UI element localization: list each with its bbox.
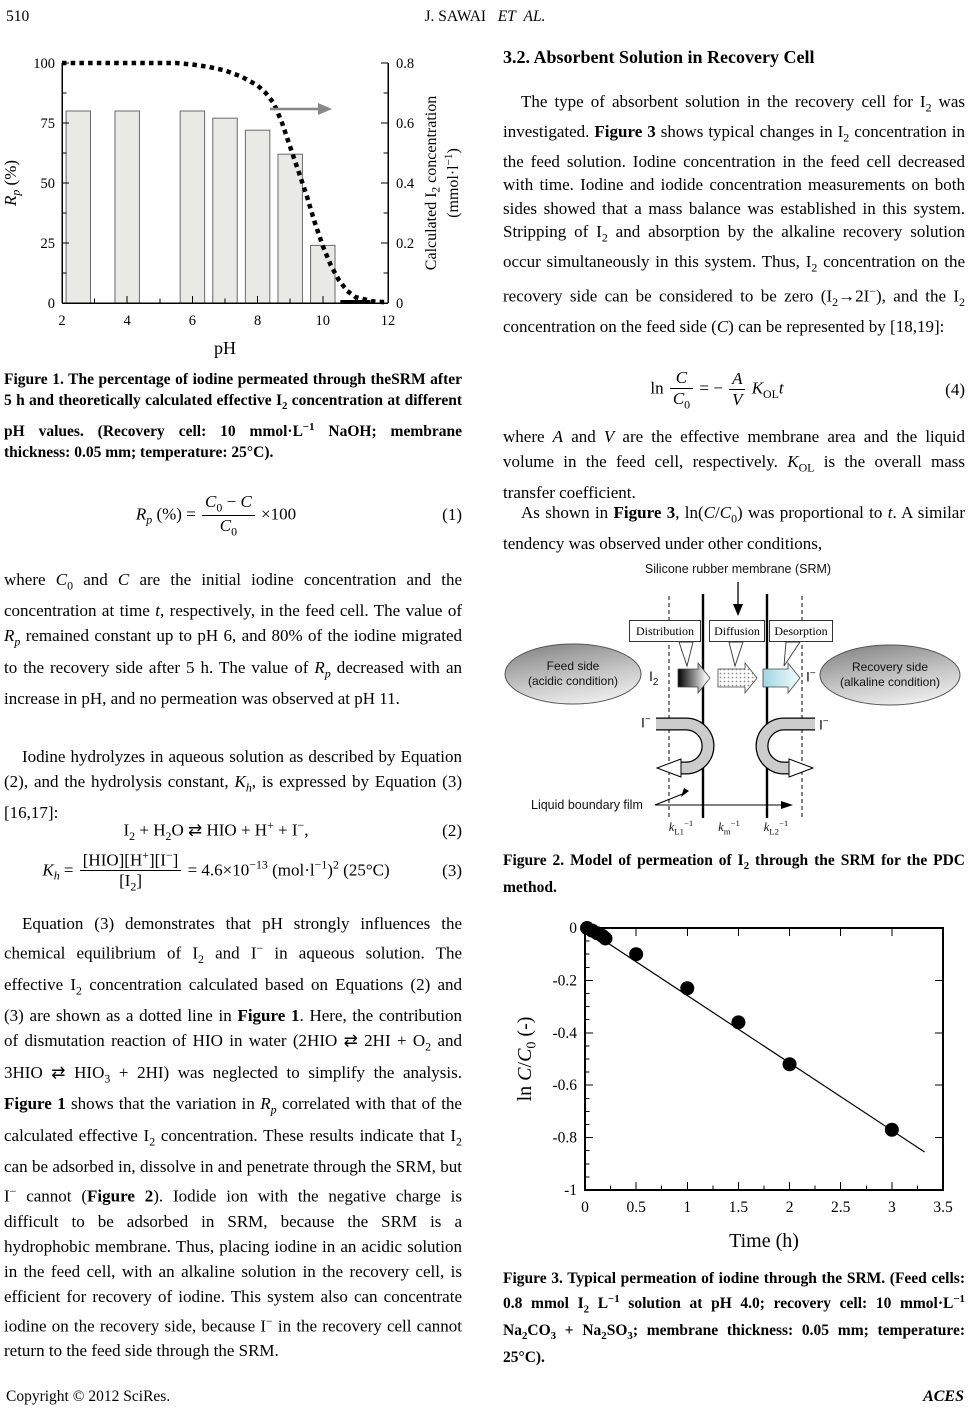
paragraph-iodine-hydrolyzes: Iodine hydrolyzes in aqueous solution as described by Equation (2), and the hydrolysis constant, $K_h$, is expressed by Equation (3) [16,17]: xyxy=(4,747,462,823)
svg-text:1: 1 xyxy=(683,1199,692,1216)
svg-text:(mmol·l−1): $(mmol\cdot l^{-1})$ xyxy=(442,148,462,218)
svg-text:2: 2 xyxy=(785,1199,794,1216)
equation-1-body: $R_p$ (%) = $\frac{C_0 - C}{C_0}$ ×100 xyxy=(135,492,297,539)
equation-3-number: (3) xyxy=(442,861,462,881)
svg-text:3: 3 xyxy=(887,1199,896,1216)
svg-text:8: 8 xyxy=(253,313,262,329)
svg-text:12: 12 xyxy=(380,313,396,329)
boundary-pointer-short-head-icon xyxy=(681,788,689,797)
svg-text:-0.2: -0.2 xyxy=(552,972,577,990)
desorption-box: Desorption xyxy=(769,620,833,642)
svg-text:-0.8: -0.8 xyxy=(552,1129,577,1147)
svg-text:2.5: 2.5 xyxy=(831,1199,851,1216)
feed-side-line1: Feed side xyxy=(546,659,600,673)
boundary-pointer-short xyxy=(655,793,685,805)
paragraph-equation3-discussion: Equation (3) demonstrates that pH strongly influences the chemical equilibrium of $I_2$ and I− in aqueous solution. The effective $I_2$ concentration calculated based on Equations (2) and (3) are shown as a dotted line in Figure 1. Here, the contribution of dismutation reaction of HIO in water (2HIO ⇄ $2HI + O_2$ and 3HIO ⇄ $HIO_3 + 2HI$) was neglected to simplify the analysis. Figure 1 shows that the variation in $R_p$ correlated with that of the calculated effective $I_2$ concentration. These results indicate that $I_2$ can be adsorbed in, dissolve in and penetrate through the SRM, but I− cannot (Figure 2). Iodide ion with the negative charge is difficult to be adsorbed in SRM, because the SRM is a hydrophobic membrane. Thus, placing iodine in an acidic solution in the feed cell, with an alkaline solution in the recovery cell, is efficient for recovery of iodine. This system also can concentrate iodine on the recovery side, because I− in the recovery cell cannot return to the feed side through the SRM. xyxy=(4,914,463,1361)
svg-text:0: 0 xyxy=(396,296,404,312)
feed-side-line2: (acidic condition) xyxy=(527,674,619,688)
svg-text:ln C/C0 (-): $\ln C/C_0$ (-) xyxy=(514,1016,540,1102)
equation-3-body: $K_h$ = [HIO][H+][I−] $[I_2]$ = $4.6\times 10^{-13}$ $(mol\cdot l^{-1})^2$ (25°C) xyxy=(42,848,390,894)
srm-pointer-arrowhead-icon xyxy=(733,604,743,616)
figure1-caption: Figure 1. The percentage of iodine permeated through theSRM after 5 h and theoretically calculated effective $I_2$ concentration at different pH values. (Recovery cell: 10 $mmol\cdot L^{-1}$ NaOH; membrane thickness: 0.05 mm; temperature: 25°C). xyxy=(4,371,462,462)
equation-4 xyxy=(503,368,965,411)
running-title: J. SAWAI ET AL. xyxy=(424,8,546,25)
equation-1 xyxy=(4,492,462,539)
desorption-block-arrow-icon xyxy=(763,663,800,693)
right-return-arrowhead-icon xyxy=(789,759,813,777)
svg-text:0.2: 0.2 xyxy=(396,236,415,252)
svg-text:10: 10 xyxy=(315,313,331,329)
figure3-caption: Figure 3. Typical permeation of iodine through the SRM. (Feed cells: 0.8 mmol $I_2$ $L^{-1}$ solution at pH 4.0; recovery cell: 10 $mmol\cdot L^{-1}$ $Na_2CO_3 + Na_2SO_3$; membrane thickness: 0.05 mm; temperature: 25°C). xyxy=(503,1270,965,1367)
equation-2-body: $I_2 + H_2O$ ⇄ HIO + H+ + I−, xyxy=(123,818,309,844)
svg-text:0: 0 xyxy=(47,296,55,312)
paragraph-absorbent-solution: The type of absorbent solution in the recovery cell for $I_2$ was investigated. Figure 3 shows typical changes in $I_2$ concentration in the feed solution. Iodine concentration in the feed cell decreased with time. Iodine and iodide concentration measurements on both sides showed that a mass balance was established in this system. Stripping of $I_2$ and absorption by the alkaline recovery solution occur simultaneously in this system. Thus, $I_2$ concentration on the recovery side can be considered to be zero $(I_2\to 2I^-)$, and the $I_2$ concentration on the feed side (C) can be represented by [18,19]: xyxy=(503,92,965,336)
rate-constant-kl1: $k_{L1}^{-1}$ xyxy=(668,818,694,837)
svg-text:-0.4: -0.4 xyxy=(552,1024,577,1042)
svg-text:3.5: 3.5 xyxy=(933,1199,953,1216)
footer-copyright: Copyright © 2012 SciRes. xyxy=(6,1388,171,1405)
footer-journal: ACES xyxy=(923,1388,964,1405)
diffusion-block-arrow-icon xyxy=(718,663,757,693)
equation-3 xyxy=(4,849,462,894)
svg-text:100: 100 xyxy=(33,56,55,72)
diffusion-box: Diffusion xyxy=(709,620,765,642)
recovery-side-line2: (alkaline condition) xyxy=(839,675,941,689)
iodide-left-lower-label: I− xyxy=(641,714,651,731)
svg-text:Calculated I2 concentration: Calculated $I_2$ concentration xyxy=(423,95,443,271)
iodide-right-mid-label: I− xyxy=(806,668,816,685)
figure3-chart xyxy=(503,903,965,1263)
svg-text:0.6: 0.6 xyxy=(396,116,415,132)
svg-text:25: 25 xyxy=(40,236,55,252)
distribution-block-arrow-icon xyxy=(678,663,710,693)
svg-text:0: 0 xyxy=(569,920,577,937)
srm-title-label: Silicone rubber membrane (SRM) xyxy=(644,562,832,576)
svg-text:4: 4 xyxy=(123,313,131,329)
svg-text:0.8: 0.8 xyxy=(396,56,415,72)
equation-4-number: (4) xyxy=(945,379,965,399)
equation-4-body: ln $\frac{C}{C_0}$ = − $\frac{A}{V}$ $K_{OL}t$ xyxy=(650,368,784,411)
equation-1-number: (1) xyxy=(442,505,462,525)
i2-species-label: $I_2$ xyxy=(649,668,659,688)
iodide-right-lower-label: I− xyxy=(819,716,829,733)
svg-text:6: 6 xyxy=(188,313,197,329)
figure2-diagram xyxy=(503,556,965,848)
svg-text:2: 2 xyxy=(58,313,66,329)
svg-text:0.4: 0.4 xyxy=(396,176,415,192)
left-return-arrow-band xyxy=(656,724,708,768)
rate-constant-km: $k_m^{-1}$ xyxy=(718,818,740,837)
svg-text:0: 0 xyxy=(581,1199,589,1216)
recovery-side-line1: Recovery side xyxy=(851,660,929,674)
svg-text:-1: -1 xyxy=(564,1182,577,1199)
svg-text:pH: pH xyxy=(214,338,236,358)
distribution-box: Distribution xyxy=(629,620,701,642)
page-number: 510 xyxy=(6,8,30,25)
rate-constant-kl2: $k_{L2}^{-1}$ xyxy=(763,818,789,837)
paragraph-where-c0: where $C_0$ and C are the initial iodine concentration and the concentration at time t, respectively, in the feed cell. The value of $R_p$ remained constant up to pH 6, and 80% of the iodine migrated to the recovery side after 5 h. The value of $R_p$ decreased with an increase in pH, and no permeation was observed at pH 11. xyxy=(4,570,463,709)
section-heading: 3.2. Absorbent Solution in Recovery Cell xyxy=(503,47,815,67)
recovery-side-label xyxy=(828,660,952,690)
svg-text:Rp (%): $R_p$ (%) xyxy=(1,159,23,207)
figure1-chart xyxy=(0,44,470,368)
equation-2-number: (2) xyxy=(442,821,462,841)
boundary-pointer-long-head-icon xyxy=(781,801,793,809)
svg-text:1.5: 1.5 xyxy=(728,1199,749,1216)
distribution-callout-tail xyxy=(679,642,693,666)
desorption-callout-tail xyxy=(784,642,800,666)
liquid-boundary-film-label: Liquid boundary film xyxy=(531,798,643,812)
paragraph-as-shown: As shown in Figure 3, $\ln(C/C_0)$ was proportional to t. A similar tendency was observed under other conditions, xyxy=(503,503,965,554)
svg-text:50: 50 xyxy=(40,176,55,192)
diffusion-callout-tail xyxy=(729,642,743,666)
equation-2 xyxy=(4,818,462,844)
svg-text:0.5: 0.5 xyxy=(626,1199,646,1216)
svg-text:-0.6: -0.6 xyxy=(552,1077,577,1095)
feed-side-label xyxy=(511,659,635,689)
figure2-caption: Figure 2. Model of permeation of $I_2$ through the SRM for the PDC method. xyxy=(503,852,965,897)
paragraph-where-a-v: where A and V are the effective membrane area and the liquid volume in the feed cell, respectively. $K_{OL}$ is the overall mass transfer coefficient. xyxy=(503,427,966,503)
svg-text:Time (h): Time (h) xyxy=(729,1230,799,1252)
svg-text:75: 75 xyxy=(40,116,55,132)
